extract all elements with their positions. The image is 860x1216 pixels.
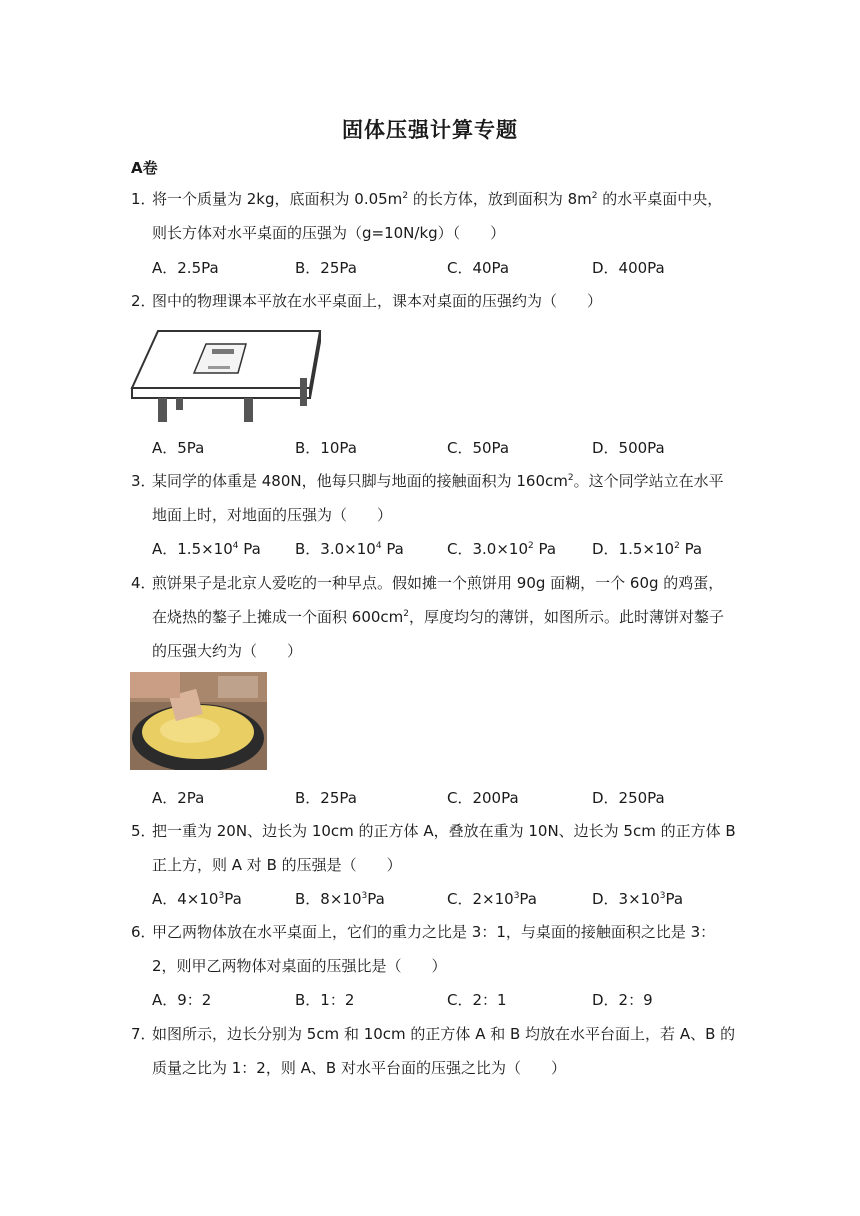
option-a: A．5Pa xyxy=(152,439,205,457)
pancake-photo-figure xyxy=(130,672,267,770)
option-c: C．40Pa xyxy=(447,259,510,277)
option-d: D．2：9 xyxy=(592,991,653,1009)
option-a: A．9：2 xyxy=(152,991,212,1009)
option-d: D．500Pa xyxy=(592,439,665,457)
question-5 xyxy=(131,814,736,882)
question-3-options xyxy=(152,538,742,564)
table-with-book-figure xyxy=(128,326,324,426)
option-b: B．$8\times 10^3Pa$ xyxy=(295,890,385,908)
document-title: 固体压强计算专题 xyxy=(342,118,518,142)
option-b: B．10Pa xyxy=(295,439,357,457)
question-4 xyxy=(131,566,736,668)
question-number: 5． xyxy=(131,822,156,840)
option-c: C．2：1 xyxy=(447,991,507,1009)
question-4-options xyxy=(152,787,742,813)
question-number: 1． xyxy=(131,190,156,208)
option-b: B．$3.0\times 10^4$ Pa xyxy=(295,540,404,558)
option-d: D．$3\times 10^3Pa$ xyxy=(592,890,684,908)
option-b: B．1：2 xyxy=(295,991,355,1009)
question-1 xyxy=(131,182,736,250)
question-2 xyxy=(131,284,736,318)
question-text: 将一个质量为 2kg，底面积为 $0.05m^2$ 的长方体，放到面积为 $8m^2$ 的水平桌面中央，则长方体对水平桌面的压强为（g=10N/kg）（ ） xyxy=(152,190,723,242)
question-2-options xyxy=(152,437,742,463)
option-a: A．$1.5\times 10^4$ Pa xyxy=(152,540,261,558)
question-text: 把一重为 20N、边长为 10cm 的正方体 A，叠放在重为 10N、边长为 5cm 的正方体 B 正上方，则 A 对 B 的压强是（ ） xyxy=(152,822,736,874)
option-a: A．$4\times 10^3Pa$ xyxy=(152,890,242,908)
question-3 xyxy=(131,464,736,532)
section-heading: A卷 xyxy=(131,159,158,177)
question-1-options xyxy=(152,257,742,283)
option-c: C．$2\times 10^3Pa$ xyxy=(447,890,537,908)
question-text: 如图所示，边长分别为 5cm 和 10cm 的正方体 A 和 B 均放在水平台面上，若 A、B 的质量之比为 1：2，则 A、B 对水平台面的压强之比为（ ） xyxy=(152,1025,736,1077)
question-text: 图中的物理课本平放在水平桌面上，课本对桌面的压强约为（ ） xyxy=(152,292,603,310)
question-5-options xyxy=(152,888,742,914)
option-b: B．25Pa xyxy=(295,259,357,277)
option-b: B．25Pa xyxy=(295,789,357,807)
question-number: 2． xyxy=(131,292,156,310)
question-number: 4． xyxy=(131,574,156,592)
question-text: 某同学的体重是 480N，他每只脚与地面的接触面积为 $160cm^2$。这个同学站立在水平地面上时，对地面的压强为（ ） xyxy=(152,472,724,524)
option-d: D．$1.5\times 10^2$ Pa xyxy=(592,540,703,558)
option-a: A．2.5Pa xyxy=(152,259,219,277)
question-number: 7． xyxy=(131,1025,156,1043)
option-c: C．200Pa xyxy=(447,789,519,807)
option-a: A．2Pa xyxy=(152,789,205,807)
option-c: C．50Pa xyxy=(447,439,510,457)
question-6-options xyxy=(152,989,742,1015)
question-6 xyxy=(131,915,736,983)
option-d: D．400Pa xyxy=(592,259,665,277)
option-c: C．$3.0\times 10^2$ Pa xyxy=(447,540,557,558)
question-text: 煎饼果子是北京人爱吃的一种早点。假如摊一个煎饼用 90g 面糊，一个 60g 的鸡蛋，在烧热的鏊子上摊成一个面积 $600cm^2$，厚度均匀的薄饼，如图所示。此时薄饼对鏊子的压强大约为（ ） xyxy=(152,574,725,660)
option-d: D．250Pa xyxy=(592,789,665,807)
question-number: 3． xyxy=(131,472,156,490)
question-text: 甲乙两物体放在水平桌面上，它们的重力之比是 3：1，与桌面的接触面积之比是 3：2，则甲乙两物体对桌面的压强比是（ ） xyxy=(152,923,716,975)
question-7 xyxy=(131,1017,736,1085)
question-number: 6． xyxy=(131,923,156,941)
